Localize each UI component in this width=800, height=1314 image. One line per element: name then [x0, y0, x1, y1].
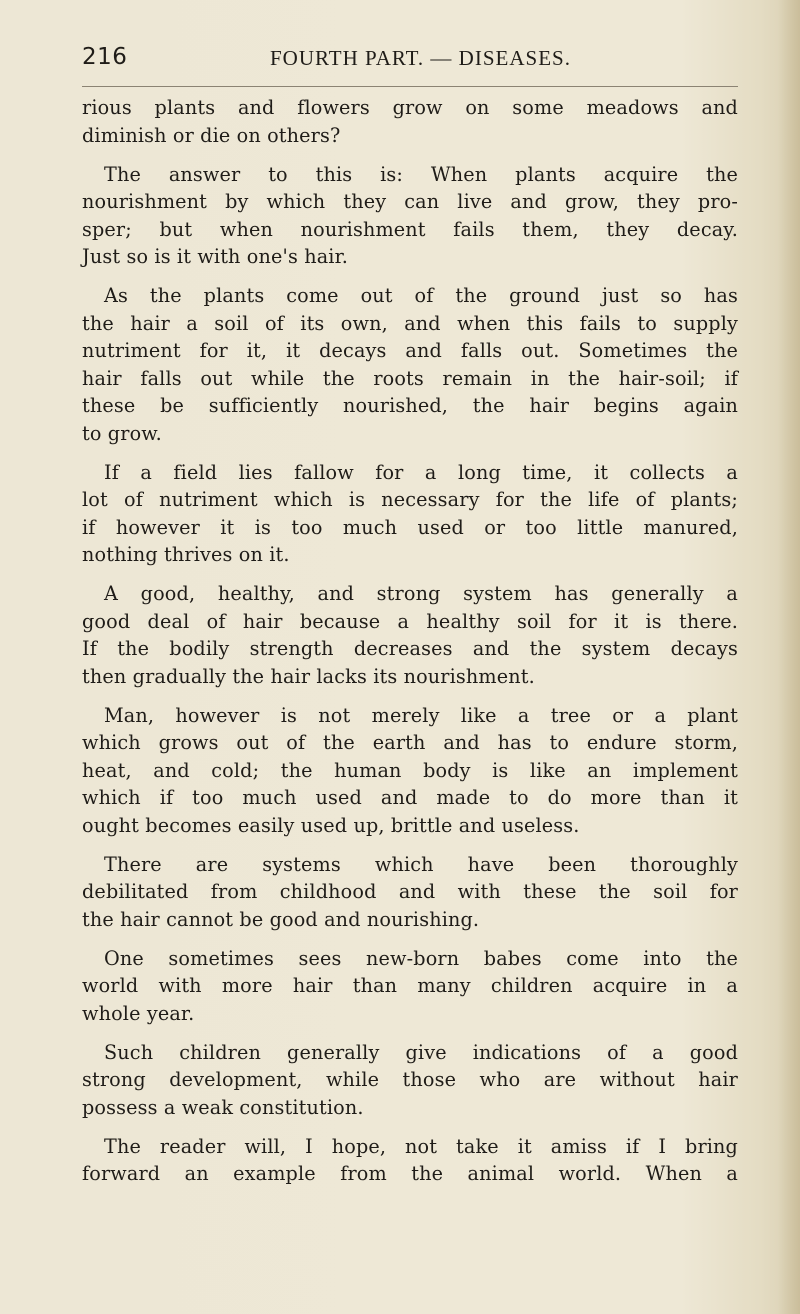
text-line: A good, healthy, and strong system has generally a	[104, 582, 738, 605]
text-line: ought becomes easily used up, brittle and useless.	[82, 813, 580, 837]
text-line: hair falls out while the roots remain in the hair-soil; if	[82, 366, 738, 390]
text-line: the hair cannot be good and nourishing.	[82, 907, 480, 931]
paragraph	[82, 580, 738, 690]
page-edge-shadow	[778, 0, 800, 1314]
text-line: rious plants and flowers grow on some meadows and	[82, 96, 738, 119]
page-header	[82, 42, 742, 76]
text-line: to grow.	[82, 421, 162, 445]
text-line: One sometimes sees new-born babes come into the	[104, 946, 738, 970]
text-line: nutriment for it, it decays and falls out. Sometimes the	[82, 339, 738, 362]
text-line: Man, however is not merely like a tree or a plant	[104, 703, 738, 727]
text-line: forward an example from the animal world. When a	[82, 1162, 738, 1185]
paragraph	[82, 161, 738, 271]
paragraph	[82, 94, 738, 149]
paragraph	[82, 282, 738, 447]
body-text	[82, 94, 738, 1199]
text-line: world with more hair than many children acquire in a	[82, 974, 738, 997]
text-line: nothing thrives on it.	[82, 543, 290, 566]
text-line: these be sufficiently nourished, the hair begins again	[82, 394, 738, 417]
text-line: which if too much used and made to do more than it	[82, 786, 738, 809]
text-line: lot of nutriment which is necessary for the life of plants;	[82, 488, 738, 511]
text-line: the hair a soil of its own, and when this fails to supply	[82, 311, 738, 335]
paragraph	[82, 459, 738, 569]
running-head: FOURTH PART. — DISEASES.	[270, 46, 571, 70]
text-line: good deal of hair because a healthy soil for it is there.	[82, 609, 738, 633]
text-line: nourishment by which they can live and grow, they pro-	[82, 190, 738, 213]
text-line: sper; but when nourishment fails them, they decay.	[82, 217, 738, 241]
text-line: Just so is it with one's hair.	[82, 245, 349, 268]
text-line: Such children generally give indications of a good	[104, 1040, 738, 1064]
text-line: possess a weak constitution.	[82, 1095, 364, 1119]
text-line: if however it is too much used or too little manured,	[82, 515, 738, 539]
text-line: debilitated from childhood and with these the soil for	[82, 880, 738, 903]
paragraph	[82, 702, 738, 840]
paragraph	[82, 1133, 738, 1188]
paragraph	[82, 1039, 738, 1122]
text-line: There are systems which have been thoroughly	[104, 852, 738, 876]
text-line: strong development, while those who are without hair	[82, 1068, 738, 1091]
text-line: which grows out of the earth and has to endure storm,	[82, 731, 738, 754]
text-line: The reader will, I hope, not take it amiss if I bring	[104, 1134, 738, 1158]
text-line: then gradually the hair lacks its nourishment.	[82, 664, 535, 688]
text-line: whole year.	[82, 1001, 195, 1025]
text-line: If the bodily strength decreases and the system decays	[82, 637, 738, 660]
text-line: heat, and cold; the human body is like an implement	[82, 758, 738, 782]
text-line: As the plants come out of the ground just so has	[104, 284, 738, 307]
text-line: If a field lies fallow for a long time, it collects a	[104, 460, 738, 484]
text-line: diminish or die on others?	[82, 123, 341, 147]
text-line: The answer to this is: When plants acquire the	[104, 162, 738, 186]
page-number: 216	[82, 44, 128, 70]
paragraph	[82, 945, 738, 1028]
header-rule	[82, 86, 738, 87]
paragraph	[82, 851, 738, 934]
